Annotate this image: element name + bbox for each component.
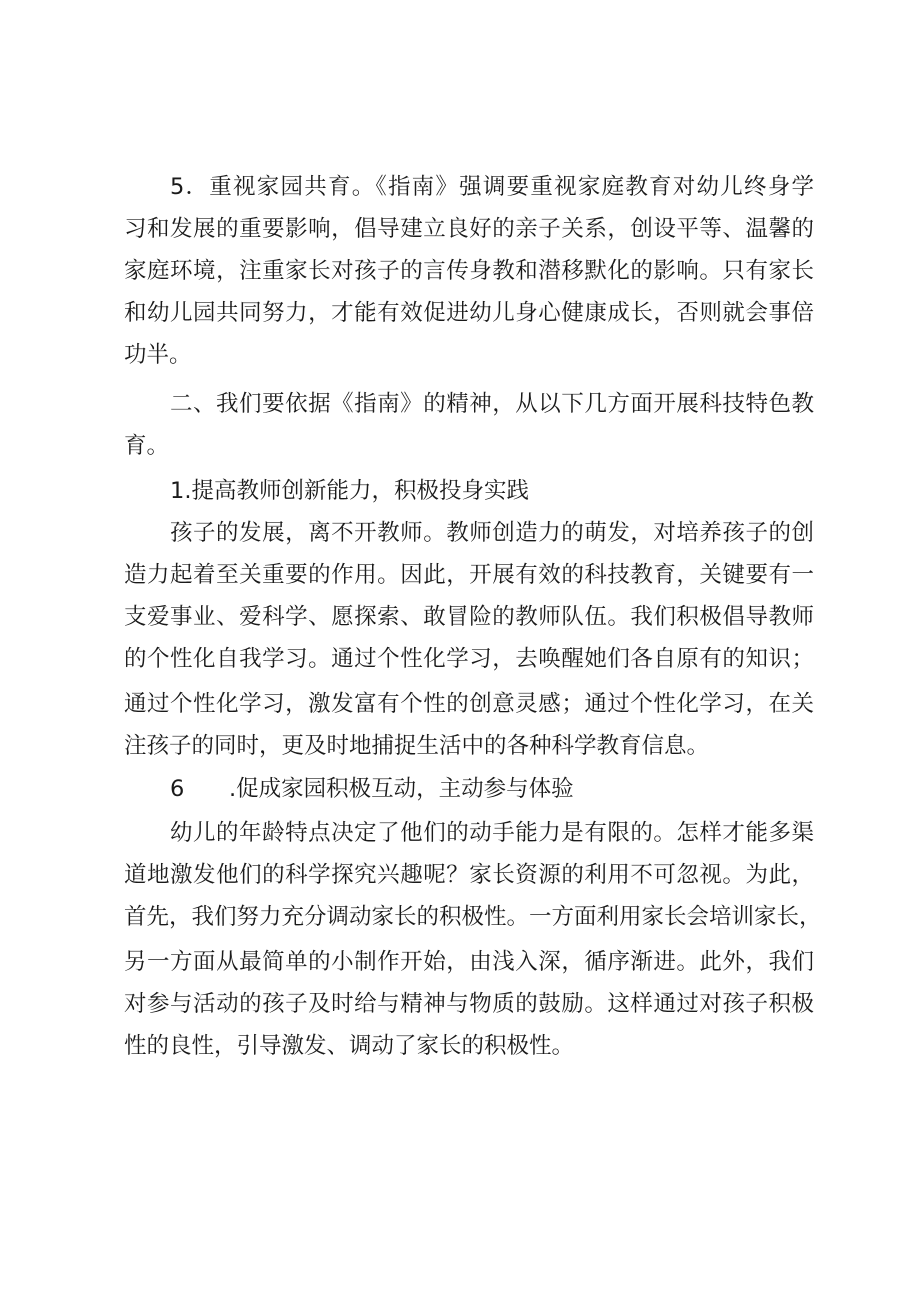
- item-1-body-line: 注孩子的同时，更及时地捕捉生活中的各种科学教育信息。: [124, 733, 710, 759]
- item-6-body-line: 对参与活动的孩子及时给与精神与物质的鼓励。这样通过对孩子积极: [124, 991, 814, 1017]
- item-6-heading: .促成家园积极互动，主动参与体验: [229, 776, 574, 802]
- item-1-body-line: 通过个性化学习，激发富有个性的创意灵感；通过个性化学习，在关: [124, 691, 814, 717]
- item-1-body-line: 造力起着至关重要的作用。因此，开展有效的科技教育，关键要有一: [124, 562, 814, 588]
- paragraph-5-line: 5．重视家园共育。《指南》强调要重视家庭教育对幼儿终身学: [170, 174, 814, 200]
- section-2-line: 育。: [124, 433, 170, 459]
- item-6-body-line: 首先，我们努力充分调动家长的积极性。一方面利用家长会培训家长，: [124, 904, 822, 930]
- paragraph-5-line: 家庭环境，注重家长对孩子的言传身教和潜移默化的影响。只有家长: [124, 258, 814, 284]
- item-6-body-line: 幼儿的年龄特点决定了他们的动手能力是有限的。怎样才能多渠: [170, 820, 814, 846]
- item-6-number: 6: [170, 776, 185, 802]
- paragraph-5-line: 和幼儿园共同努力，才能有效促进幼儿身心健康成长，否则就会事倍: [124, 300, 814, 326]
- item-1-heading: 1.提高教师创新能力，积极投身实践: [170, 478, 529, 504]
- item-6-body-line: 道地激发他们的科学探究兴趣呢？家长资源的利用不可忽视。为此，: [124, 862, 814, 888]
- section-2-line: 二、我们要依据《指南》的精神，从以下几方面开展科技特色教: [170, 391, 814, 417]
- item-6-body-line: 另一方面从最简单的小制作开始，由浅入深，循序渐进。此外，我们: [124, 949, 814, 975]
- item-1-body-line: 支爱事业、爱科学、愿探索、敢冒险的教师队伍。我们积极倡导教师: [124, 604, 814, 630]
- item-1-body-line: 的个性化自我学习。通过个性化学习，去唤醒她们各自原有的知识；: [124, 646, 814, 672]
- item-1-body-line: 孩子的发展，离不开教师。教师创造力的萌发，对培养孩子的创: [170, 520, 814, 546]
- paragraph-5-line: 功半。: [124, 342, 192, 368]
- item-6-body-line: 性的良性，引导激发、调动了家长的积极性。: [124, 1033, 575, 1059]
- paragraph-5-line: 习和发展的重要影响，倡导建立良好的亲子关系，创设平等、温馨的: [124, 216, 814, 242]
